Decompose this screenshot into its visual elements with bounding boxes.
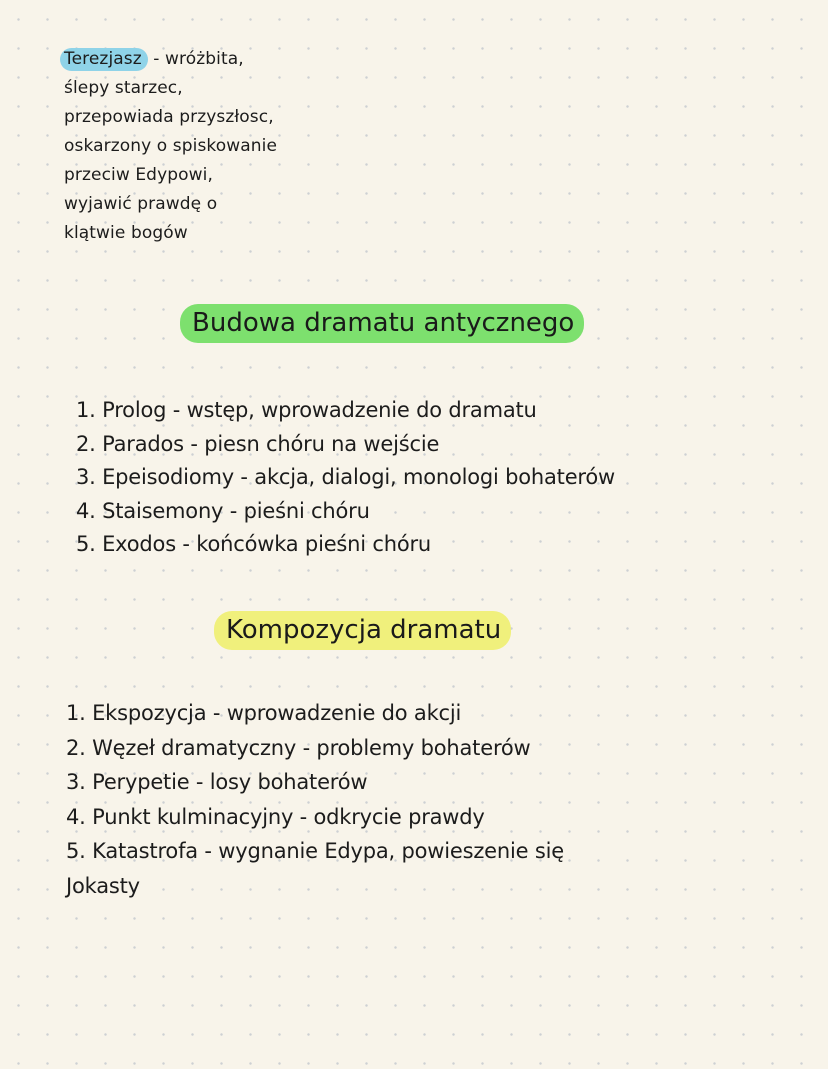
- budowa-list: [76, 394, 615, 562]
- intro-line-7: klątwie bogów: [64, 223, 188, 243]
- section-heading-budowa: Budowa dramatu antycznego: [180, 304, 584, 343]
- character-name-highlight: Terezjasz: [60, 48, 148, 71]
- list-item: 5. Katastrofa - wygnanie Edypa, powieszenie się: [66, 839, 564, 863]
- list-item: 5. Exodos - końcówka pieśni chóru: [76, 532, 432, 556]
- intro-note: [64, 45, 394, 248]
- section-heading-kompozycja: Kompozycja dramatu: [214, 611, 511, 650]
- list-item: 2. Węzeł dramatyczny - problemy bohaterów: [66, 735, 531, 760]
- list-item: 4. Staisemony - pieśni chóru: [76, 498, 370, 523]
- intro-line-4: oskarzony o spiskowanie: [64, 136, 278, 156]
- list-item: 3. Perypetie - losy bohaterów: [66, 770, 368, 794]
- list-item-continuation: Jokasty: [66, 873, 140, 898]
- intro-line-6: wyjawić prawdę o: [64, 194, 218, 214]
- list-item: 1. Prolog - wstęp, wprowadzenie do dramatu: [76, 398, 537, 422]
- intro-line-1: [64, 45, 394, 74]
- list-item: 3. Epeisodiomy - akcja, dialogi, monologi bohaterów: [76, 465, 616, 489]
- list-item: 4. Punkt kulminacyjny - odkrycie prawdy: [66, 804, 485, 829]
- list-item: 1. Ekspozycja - wprowadzenie do akcji: [66, 701, 462, 725]
- intro-line-5: przeciw Edypowi,: [64, 165, 213, 185]
- list-item: 2. Parados - piesn chóru na wejście: [76, 431, 440, 456]
- kompozycja-list: [66, 696, 564, 903]
- intro-line-2: ślepy starzec,: [64, 78, 183, 98]
- intro-line-3: przepowiada przyszłosc,: [64, 107, 274, 127]
- intro-line-text: - wróżbita,: [147, 49, 244, 69]
